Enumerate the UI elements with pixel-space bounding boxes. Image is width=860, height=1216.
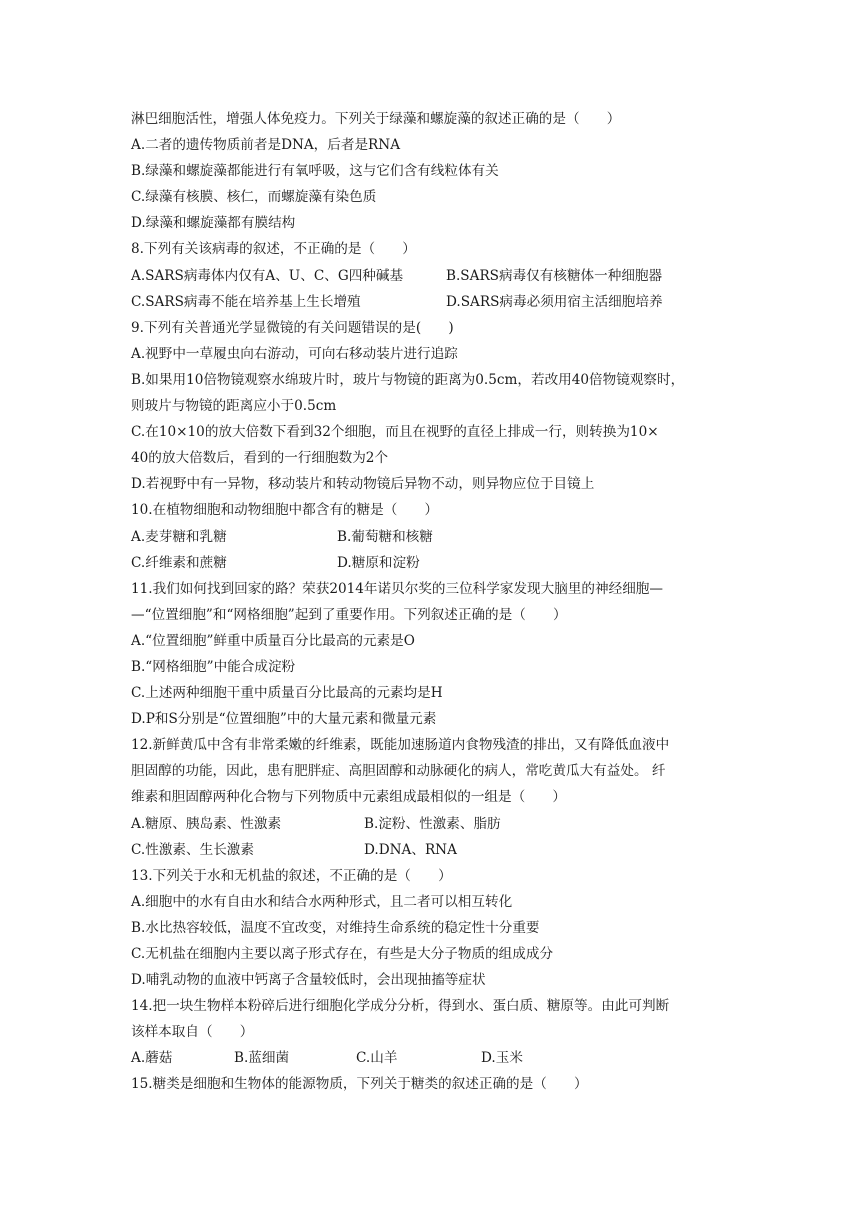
option-a: A.蘑菇 xyxy=(131,1050,173,1067)
question-10-options-row-2 xyxy=(131,550,731,576)
option-line: D.绿藻和螺旋藻都有膜结构 xyxy=(131,215,296,232)
question-10-stem: 10.在植物细胞和动物细胞中都含有的糖是（ ） xyxy=(131,502,439,519)
text-line: 该样本取自（ ） xyxy=(131,1024,254,1041)
option-b: B.蓝细菌 xyxy=(234,1050,290,1067)
option-line: A.视野中一草履虫向右游动，可向右移动装片进行追踪 xyxy=(131,345,458,362)
question-8-options-row-1 xyxy=(131,263,731,289)
question-8-options-row-2 xyxy=(131,289,731,315)
option-b: B.葡萄糖和核糖 xyxy=(337,528,433,545)
text-line: 则玻片与物镜的距离应小于0.5cm xyxy=(131,398,337,415)
option-line: C.在10×10的放大倍数下看到32个细胞，而且在视野的直径上排成一行，则转换为10× xyxy=(131,424,659,441)
text-line: 胆固醇的功能，因此，患有肥胖症、高胆固醇和动脉硬化的病人，常吃黄瓜大有益处。 纤 xyxy=(131,763,666,780)
question-9-stem: 9.下列有关普通光学显微镜的有关问题错误的是( ) xyxy=(131,319,454,336)
option-d: D.玉米 xyxy=(481,1050,523,1067)
option-line: A.二者的遗传物质前者是DNA，后者是RNA xyxy=(131,137,401,154)
option-a: A.糖原、胰岛素、性激素 xyxy=(131,815,282,832)
option-line: B.“网格细胞”中能合成淀粉 xyxy=(131,658,296,675)
question-11-stem: 11.我们如何找到回家的路？荣获2014年诺贝尔奖的三位科学家发现大脑里的神经细胞— xyxy=(131,580,663,597)
option-line: B.绿藻和螺旋藻都能进行有氧呼吸，这与它们含有线粒体有关 xyxy=(131,163,499,180)
option-d: D.DNA、RNA xyxy=(364,841,457,858)
option-line: D.P和S分别是“位置细胞”中的大量元素和微量元素 xyxy=(131,711,437,728)
option-c: C.山羊 xyxy=(356,1050,398,1067)
option-line: C.无机盐在细胞内主要以离子形式存在，有些是大分子物质的组成成分 xyxy=(131,946,554,962)
option-a: A.麦芽糖和乳糖 xyxy=(131,528,227,545)
option-d: D.SARS病毒必须用宿主活细胞培养 xyxy=(446,293,663,310)
option-a: A.SARS病毒体内仅有A、U、C、G四种碱基 xyxy=(131,267,404,284)
option-line: A.细胞中的水有自由水和结合水两种形式，且二者可以相互转化 xyxy=(131,893,513,910)
question-12-options-row-2 xyxy=(131,837,731,863)
question-13-stem: 13.下列关于水和无机盐的叙述，不正确的是（ ） xyxy=(131,867,452,884)
text-line: 40的放大倍数后，看到的一行细胞数为2个 xyxy=(131,450,389,467)
text-line: 淋巴细胞活性，增强人体免疫力。下列关于绿藻和螺旋藻的叙述正确的是（ ） xyxy=(131,111,621,127)
question-12-options-row-1 xyxy=(131,811,731,837)
document-page xyxy=(131,106,731,1098)
option-line: D.哺乳动物的血液中钙离子含量较低时，会出现抽搐等症状 xyxy=(131,972,486,989)
text-line: 维素和胆固醇两种化合物与下列物质中元素组成最相似的一组是（ ） xyxy=(131,789,566,806)
question-10-options-row-1 xyxy=(131,524,731,550)
question-12-stem: 12.新鲜黄瓜中含有非常柔嫩的纤维素，既能加速肠道内食物残渣的排出，又有降低血液中 xyxy=(131,737,670,754)
option-line: C.上述两种细胞干重中质量百分比最高的元素均是H xyxy=(131,685,443,702)
question-14-options-row xyxy=(131,1045,731,1071)
question-8-stem: 8.下列有关该病毒的叙述，不正确的是（ ） xyxy=(131,241,416,258)
option-b: B.SARS病毒仅有核糖体一种细胞器 xyxy=(446,267,663,284)
question-14-stem: 14.把一块生物样本粉碎后进行细胞化学成分分析，得到水、蛋白质、糖原等。由此可判断 xyxy=(131,998,670,1015)
option-b: B.淀粉、性激素、脂肪 xyxy=(364,815,501,832)
option-line: C.绿藻有核膜、核仁，而螺旋藻有染色质 xyxy=(131,189,377,206)
option-d: D.糖原和淀粉 xyxy=(337,554,420,571)
option-c: C.SARS病毒不能在培养基上生长增殖 xyxy=(131,293,361,310)
option-line: D.若视野中有一异物，移动装片和转动物镜后异物不动，则异物应位于目镜上 xyxy=(131,476,595,493)
option-c: C.性激素、生长激素 xyxy=(131,841,254,858)
option-line: A.“位置细胞”鲜重中质量百分比最高的元素是O xyxy=(131,632,415,649)
option-line: B.水比热容较低，温度不宜改变，对维持生命系统的稳定性十分重要 xyxy=(131,919,540,936)
question-15-stem: 15.糖类是细胞和生物体的能源物质，下列关于糖类的叙述正确的是（ ） xyxy=(131,1076,588,1093)
option-c: C.纤维素和蔗糖 xyxy=(131,554,227,571)
option-line: B.如果用10倍物镜观察水绵玻片时，玻片与物镜的距离为0.5cm，若改用40倍物镜观察时， xyxy=(131,371,685,388)
text-line: —“位置细胞”和“网格细胞”起到了重要作用。下列叙述正确的是（ ） xyxy=(131,606,567,623)
